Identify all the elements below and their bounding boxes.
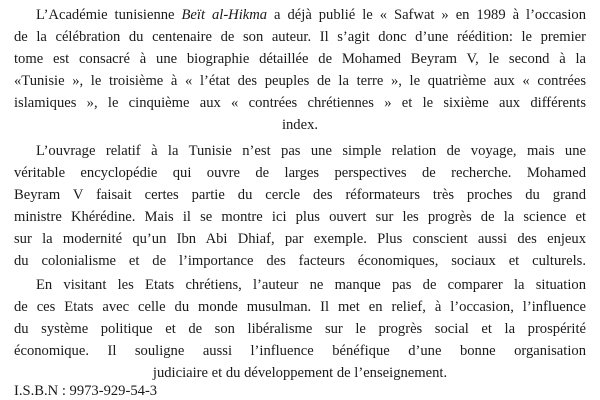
isbn-line: I.S.B.N : 9973-929-54-3 [14,383,158,399]
text-line: L’ouvrage relatif à la Tunisie n’est pas une simple relation de voyage, mais une [36,143,586,159]
institution-name: Beït al-Hikma [181,7,268,23]
text-line: du colonialisme et de l’importance des facteurs économiques, sociaux et culturels. [14,253,586,269]
text-line: du système politique et de son libéralisme sur le progrès social et la prospérité [14,321,586,337]
text-line: économique. Il souligne aussi l’influence bénéfique d’une bonne organisation [14,343,586,359]
text-line: L’Académie tunisienne Beït al-Hikma a déjà publié le « Safwat » en 1989 à l’occasion [36,7,586,23]
text-line: islamiques », le cinquième aux « contrées chrétiennes » et le sixième aux différents [14,95,586,111]
text-line: véritable encyclopédie qui ouvre de larges perspectives de recherche. Mohamed [14,165,586,181]
text-line: Beyram V faisait certes partie du cercle des réformateurs très proches du grand [14,187,586,203]
text-line: de la célébration du centenaire de son auteur. Il s’agit donc d’une réédition: le premier [14,29,586,45]
text-line: tome est consacré à une biographie détaillée de Mohamed Beyram V, le second à la [14,51,586,67]
text-line: «Tunisie », le troisième à « l’état des peuples de la terre », le quatrième aux « contrées [14,73,586,89]
text-line: En visitant les Etats chrétiens, l’auteur ne manque pas de comparer la situation [36,277,586,293]
text-line: ministre Khérédine. Mais il se montre ici plus ouvert sur les progrès de la science et [14,209,586,225]
text-line: index. [281,117,319,133]
text-line: judiciaire et du développement de l’enseignement. [152,365,448,381]
text-line: de ces Etats avec celle du monde musulman. Il met en relief, à l’occasion, l’influence [14,299,586,315]
text-line: sur la modernité qu’un Ibn Abi Dhiaf, par exemple. Plus conscient aussi des enjeux [14,231,586,247]
